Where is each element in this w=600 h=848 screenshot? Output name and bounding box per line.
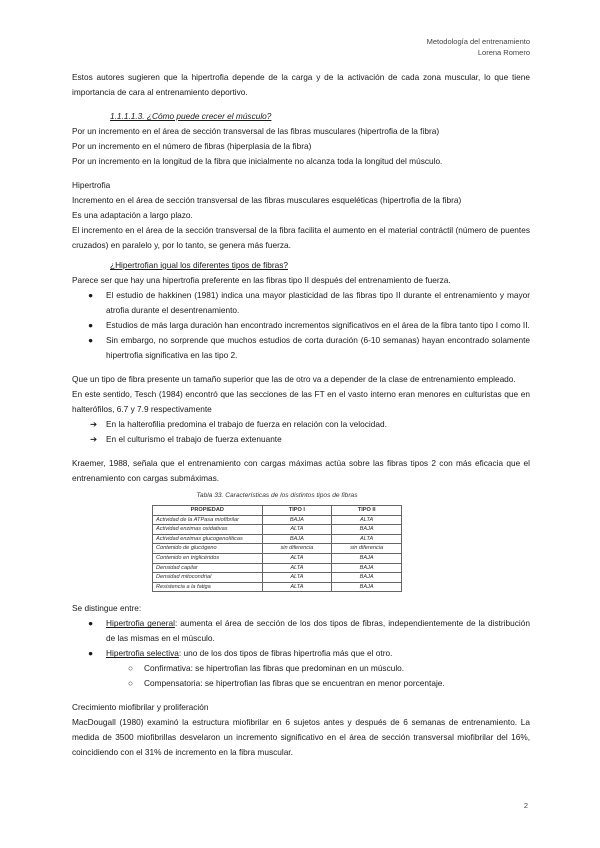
header-author: Lorena Romero	[477, 48, 530, 57]
intro-paragraph: Estos autores sugieren que la hipertrofia depende de la carga y de la activación de cada zona muscular, lo que tiene importancia de cara al entrenamiento deportivo.	[72, 72, 530, 97]
hypertrophy-types	[72, 616, 530, 661]
header-course: Metodología del entrenamiento	[426, 37, 530, 46]
table-row: Actividad enzimas glucogenolíticas BAJA ALTA	[153, 534, 402, 544]
figure-caption: Tabla 33. Características de los distintos tipos de fibras	[196, 492, 358, 499]
page-number: 2	[523, 801, 528, 810]
table-row: Densidad mitocondrial ALTA BAJA	[153, 573, 402, 583]
list-item: ● Sin embargo, no sorprende que muchos estudios de corta duración (6-10 semanas) hayan encontrado solamente hipertrofia significativa en las tipo 2.	[88, 335, 530, 360]
growth-line-2: Por un incremento en el número de fibras (hiperplasia de la fibra)	[72, 141, 312, 151]
circle-bullet-icon: ○	[128, 663, 134, 674]
hypertrophy-definition: Incremento en el área de sección transversal de las fibras musculares esqueléticas (hipertrofia de la fibra)	[72, 195, 462, 205]
type-term: Hipertrofia selectiva	[106, 648, 179, 659]
study-bullets	[72, 288, 530, 363]
fiber-size-paragraph: Que un tipo de fibra presente un tamaño superior que las de otro va a depender de la clase de entrenamiento empleado.	[72, 374, 516, 384]
kraemer-paragraph: Kraemer, 1988, señala que el entrenamiento con cargas máximas actúa sobre las fibras tipos 2 con más eficacia que el entrenamiento con cargas submáximas.	[72, 458, 530, 483]
table-header: TIPO I	[262, 506, 332, 516]
list-item: ● Hipertrofia selectiva: uno de los dos tipos de fibras hipertrofia más que el otro.	[88, 648, 393, 659]
arrow-icon: ➔	[90, 419, 97, 429]
tesch-paragraph: En este sentido, Tesch (1984) encontró que las secciones de las FT en el vasto interno eran menores en culturistas que en halterófilos, 6.7 y 7.9 respectivamente	[72, 389, 530, 414]
table-row: Densidad capilar ALTA BAJA	[153, 563, 402, 573]
hypertrophy-title: Hipertrofia	[72, 180, 111, 190]
arrow-icon: ➔	[90, 434, 97, 444]
fiber-question-answer: Parece ser que hay una hipertrofia preferente en las fibras tipo II después del entrenamiento de fuerza.	[72, 275, 451, 285]
list-item: ● El estudio de hakkinen (1981) indica una mayor plasticidad de las fibras tipo II durante el entrenamiento y mayor atrofia durante el desentrenamiento.	[88, 290, 530, 315]
growth-line-3: Por un incremento en la longitud de la fibra que inicialmente no alcanza toda la longitud del músculo.	[72, 156, 443, 166]
table-row: Contenido de glucógeno sin diferencia sin diferencia	[153, 544, 402, 554]
fiber-properties-table	[152, 505, 402, 592]
fiber-properties-figure	[152, 488, 402, 592]
hypertrophy-adaptation: Es una adaptación a largo plazo.	[72, 210, 193, 220]
type-term: Hipertrofia general	[106, 618, 175, 629]
list-item: ● Hipertrofia general: aumenta el área de sección de los dos tipos de fibras, independientemente de la distribución de las mismas en el músculo.	[88, 618, 530, 644]
growth-title: Crecimiento miofibrilar y proliferación	[72, 702, 209, 713]
list-item: ○ Compensatoria: se hipertrofian las fibras que se encuentran en menor porcentaje.	[72, 676, 530, 691]
section-heading: 1.1.1.1.3. ¿Cómo puede crecer el músculo?	[110, 111, 272, 121]
list-item: ● Estudios de más larga duración han encontrado incrementos significativos en el área de la fibra tanto tipo I como II.	[88, 320, 530, 330]
table-header: TIPO II	[332, 506, 402, 516]
table-header-row	[153, 506, 402, 516]
fiber-question: ¿Hipertrofian igual los diferentes tipos de fibras?	[110, 260, 289, 270]
page-body	[72, 70, 530, 760]
list-item: ○ Confirmativa: se hipertrofian las fibras que predominan en un músculo.	[72, 661, 530, 676]
table-header: PROPIEDAD	[153, 506, 263, 516]
circle-bullet-icon: ○	[128, 678, 134, 689]
list-item: ➔ En la halterofilia predomina el trabajo de fuerza en relación con la velocidad.	[72, 417, 530, 432]
growth-paragraph: MacDougall (1980) examinó la estructura miofibrilar en 6 sujetos antes y después de 6 semanas de entrenamiento. La medida de 3500 miofibrillas desvelaron un incremento significativo en el área de sección transversal miofibrilar del 16%, coincidiendo con el 31% de incremento en la fibra muscular.	[72, 717, 530, 758]
table-row: Resistencia a la fatiga ALTA BAJA	[153, 582, 402, 592]
running-header	[427, 36, 530, 58]
table-row: Actividad enzimas oxidativas ALTA BAJA	[153, 525, 402, 535]
list-item: ➔ En el culturismo el trabajo de fuerza extenuante	[72, 432, 530, 447]
distinguish-intro: Se distingue entre:	[72, 603, 142, 614]
table-row: Actividad de la ATPasa miofibrilar BAJA ALTA	[153, 515, 402, 525]
table-row: Contenido en triglicéridos ALTA BAJA	[153, 553, 402, 563]
hypertrophy-explanation: El incremento en el área de la sección transversal de la fibra facilita el aumento en el material contráctil (número de puentes cruzados) en paralelo y, por lo tanto, se genera más fuerza.	[72, 225, 530, 250]
growth-line-1: Por un incremento en el área de sección transversal de las fibras musculares (hipertrofia de la fibra)	[72, 126, 440, 136]
